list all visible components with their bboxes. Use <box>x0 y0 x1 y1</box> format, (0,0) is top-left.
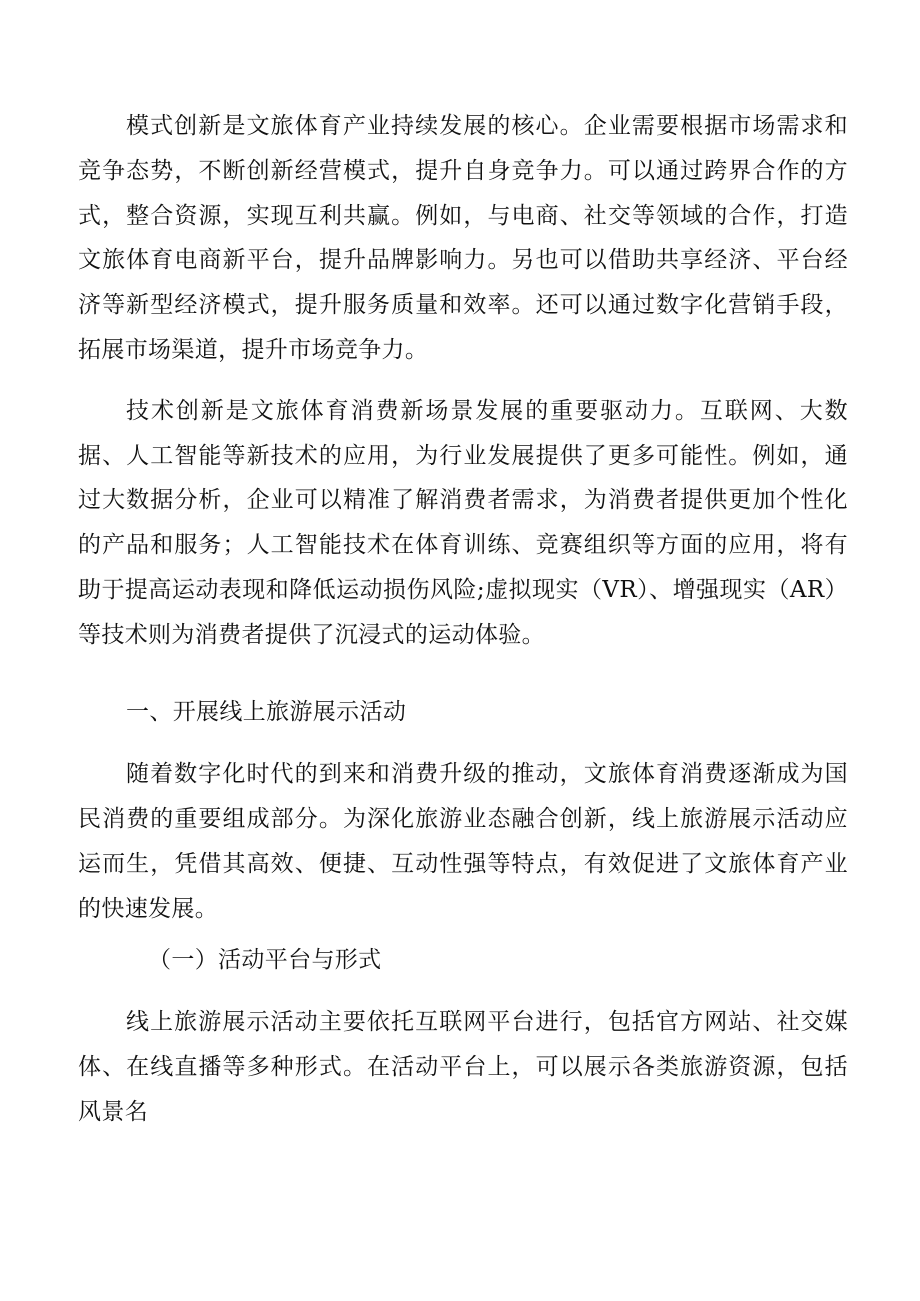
paragraph-digital-era: 随着数字化时代的到来和消费升级的推动，文旅体育消费逐渐成为国民消费的重要组成部分。为深化旅游业态融合创新，线上旅游展示活动应运而生，凭借其高效、便捷、互动性强等特点，有效促进了文旅体育产业的快速发展。 <box>78 761 848 922</box>
paragraph-model-innovation: 模式创新是文旅体育产业持续发展的核心。企业需要根据市场需求和竞争态势，不断创新经营模式，提升自身竞争力。可以通过跨界合作的方式，整合资源，实现互利共赢。例如，与电商、社交等领域的合作，打造文旅体育电商新平台，提升品牌影响力。另也可以借助共享经济、平台经济等新型经济模式，提升服务质量和效率。还可以通过数字化营销手段，拓展市场渠道，提升市场竞争力。 <box>78 113 848 363</box>
paragraph-tech-innovation: 技术创新是文旅体育消费新场景发展的重要驱动力。互联网、大数据、人工智能等新技术的应用，为行业发展提供了更多可能性。例如，通过大数据分析，企业可以精准了解消费者需求，为消费者提供更加个性化的产品和服务；人工智能技术在体育训练、竞赛组织等方面的应用，将有助于提高运动表现和降低运动损伤风险;虚拟现实（VR）、增强现实（AR）等技术则为消费者提供了沉浸式的运动体验。 <box>78 397 848 648</box>
subsection-heading-platform-form: （一）活动平台与形式 <box>148 946 382 973</box>
paragraph-online-platform: 线上旅游展示活动主要依托互联网平台进行，包括官方网站、社交媒体、在线直播等多种形式。在活动平台上，可以展示各类旅游资源，包括风景名 <box>78 1009 848 1125</box>
document-page <box>78 104 848 1135</box>
section-heading-online-tourism: 一、开展线上旅游展示活动 <box>126 698 407 725</box>
